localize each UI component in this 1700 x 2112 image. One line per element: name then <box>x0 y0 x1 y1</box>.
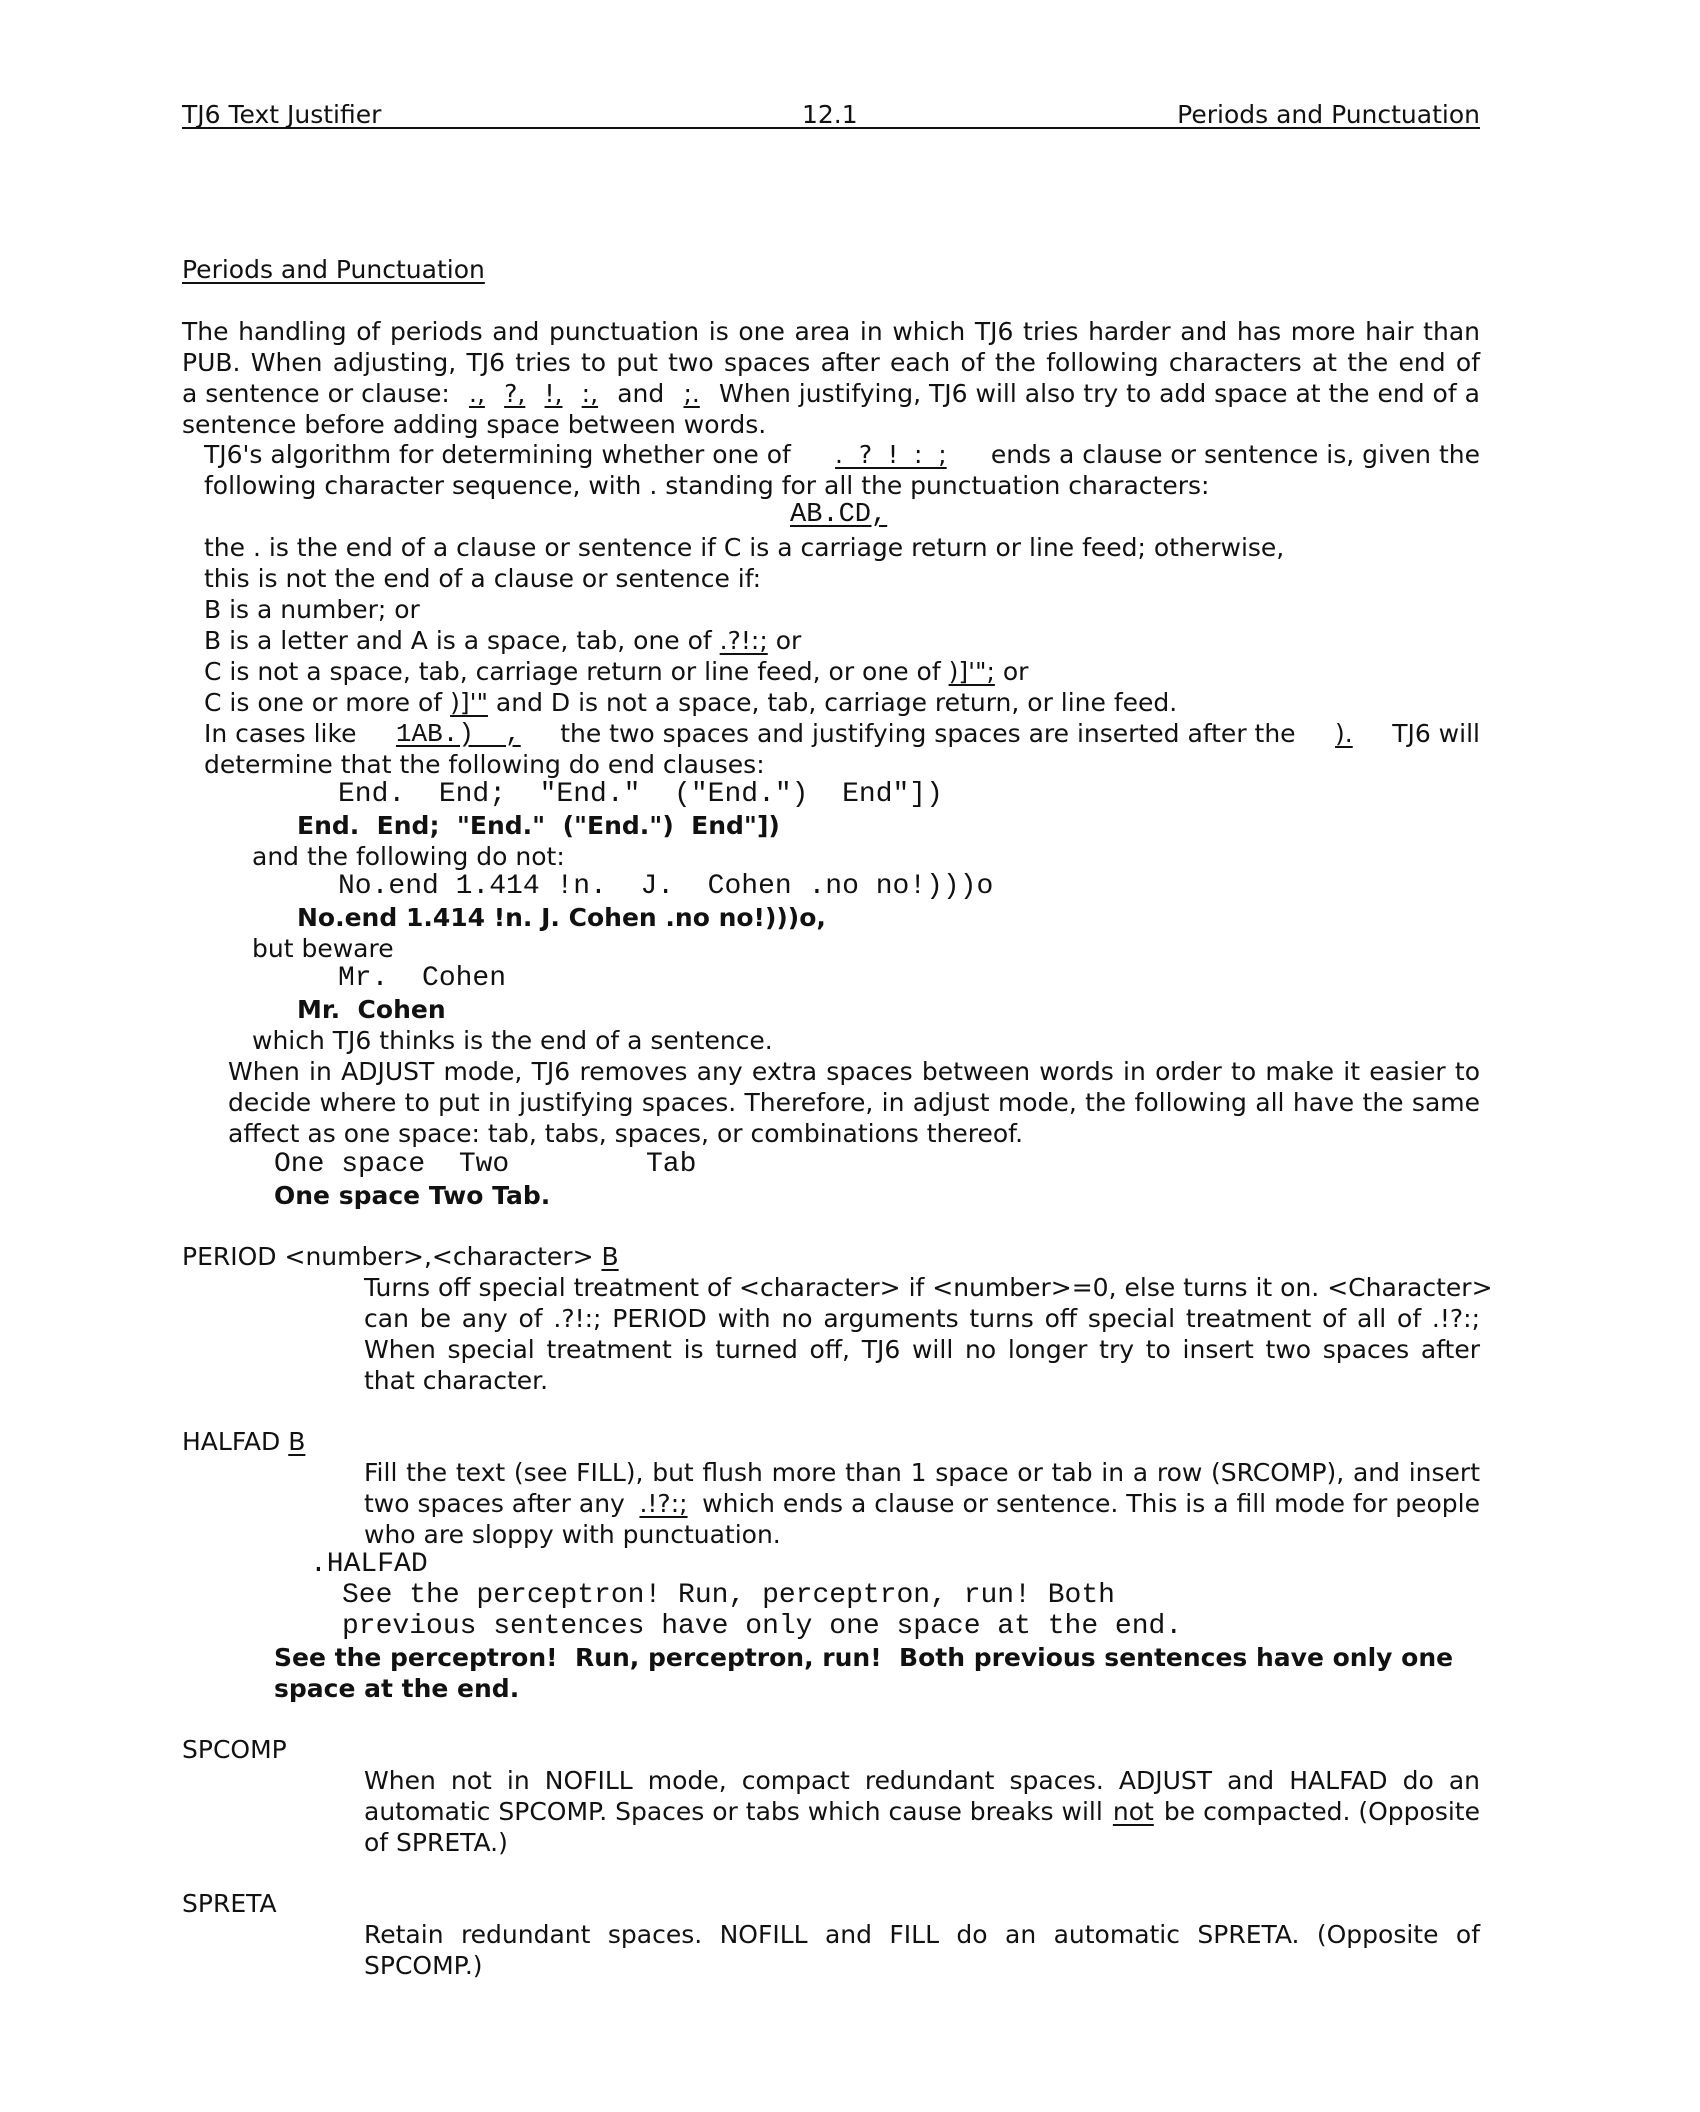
cond3-or: or <box>1002 657 1029 686</box>
punct-item: :, <box>581 379 599 408</box>
period-desc-3: When special treatment is turned off, TJ6 will no longer try to insert two spaces after <box>364 1335 1480 1364</box>
punct-item: ., <box>469 379 485 408</box>
cond2-chars: .?!:; <box>719 626 768 655</box>
algo-condition-2 <box>204 626 801 655</box>
halfad-bold-1: See the perceptron! Run, perceptron, run! Both previous sentences have only one <box>274 1643 1454 1672</box>
algo-sequence: AB.CD, <box>790 500 888 530</box>
punct-item: ?, <box>504 379 526 408</box>
cases-paren: ). <box>1335 719 1353 748</box>
adjust-line-1: When in ADJUST mode, TJ6 removes any extra spaces between words in order to make it easier to <box>228 1057 1480 1086</box>
header-right: Periods and Punctuation <box>1177 100 1480 129</box>
algo-condition-4 <box>204 688 1177 717</box>
cond4-text-end: and D is not a space, tab, carriage return, or line feed. <box>495 688 1178 717</box>
algo-punct: . ? ! : ; <box>835 440 947 469</box>
adjust-line-2: decide where to put in justifying spaces. Therefore, in adjust mode, the following all have the same <box>228 1088 1480 1117</box>
adjust-example-mono-b: Tab <box>646 1149 697 1180</box>
halfad-desc-2-start: two spaces after any <box>364 1489 625 1518</box>
cond3-text: C is not a space, tab, carriage return or line feed, or one of <box>204 657 941 686</box>
period-command-name: PERIOD <number>,<character> <box>182 1242 594 1271</box>
end-example-bold: End. End; "End." ("End.") End"]) <box>297 811 780 840</box>
period-command-flag: B <box>601 1242 619 1271</box>
intro-line-4: sentence before adding space between words. <box>182 410 767 439</box>
period-desc-4: that character. <box>364 1366 549 1395</box>
do-not-label: and the following do not: <box>252 842 565 871</box>
punct-item: !, <box>544 379 563 408</box>
beware-label: but beware <box>252 934 394 963</box>
cohen-example-bold: Mr. Cohen <box>297 995 446 1024</box>
spreta-command: SPRETA <box>182 1889 277 1918</box>
algo-line-1-start: TJ6's algorithm for determining whether one of <box>204 440 791 469</box>
spcomp-desc-1: When not in NOFILL mode, compact redundant spaces. ADJUST and HALFAD do an <box>364 1766 1480 1795</box>
halfad-chars: .!?:; <box>639 1489 688 1518</box>
halfad-desc-2-end: which ends a clause or sentence. This is a fill mode for people <box>702 1489 1480 1518</box>
spreta-desc-1: Retain redundant spaces. NOFILL and FILL do an automatic SPRETA. (Opposite of <box>364 1920 1480 1949</box>
halfad-mono-2: previous sentences have only one space at the end. <box>342 1611 1183 1642</box>
intro-line-3-start: a sentence or clause: <box>182 379 450 408</box>
cases-example: 1AB.) , <box>395 719 521 749</box>
halfad-bold-2: space at the end. <box>274 1674 520 1703</box>
algo-line-2: following character sequence, with . standing for all the punctuation characters: <box>204 471 1210 500</box>
algo-condition-1: B is a number; or <box>204 595 420 624</box>
cases-text-middle: the two spaces and justifying spaces are inserted after the <box>560 719 1296 748</box>
adjust-example-mono-a: One space Two <box>274 1149 510 1180</box>
spcomp-desc-2 <box>364 1797 1480 1826</box>
algo-cases-line-2: determine that the following do end clauses: <box>204 750 765 779</box>
cond2-text: B is a letter and A is a space, tab, one of <box>204 626 712 655</box>
cond4-text: C is one or more of <box>204 688 443 717</box>
cond2-or: or <box>775 626 802 655</box>
section-title: Periods and Punctuation <box>182 255 485 284</box>
spcomp-command: SPCOMP <box>182 1735 287 1764</box>
header-left: TJ6 Text Justifier <box>182 100 382 129</box>
algo-condition-3 <box>204 657 1028 686</box>
cond4-chars: )]'" <box>450 688 488 717</box>
no-example-bold: No.end 1.414 !n. J. Cohen .no no!)))o, <box>297 903 826 932</box>
halfad-desc-3: who are sloppy with punctuation. <box>364 1520 781 1549</box>
thinks-line: which TJ6 thinks is the end of a sentence. <box>252 1026 773 1055</box>
halfad-command <box>182 1427 305 1456</box>
algo-line-1 <box>204 440 1480 469</box>
intro-and: and <box>617 379 665 408</box>
header-rule <box>182 127 1480 129</box>
algo-line-4: this is not the end of a clause or sentence if: <box>204 564 762 593</box>
halfad-code: .HALFAD <box>310 1549 428 1580</box>
halfad-desc-1: Fill the text (see FILL), but flush more than 1 space or tab in a row (SRCOMP), and insert <box>364 1458 1480 1487</box>
halfad-mono-1: See the perceptron! Run, perceptron, run! Both <box>342 1580 1115 1611</box>
period-desc-1: Turns off special treatment of <character> if <number>=0, else turns it on. <Character> <box>364 1273 1493 1302</box>
adjust-line-3: affect as one space: tab, tabs, spaces, or combinations thereof. <box>228 1119 1024 1148</box>
spcomp-desc-2-start: automatic SPCOMP. Spaces or tabs which cause breaks will <box>364 1797 1103 1826</box>
halfad-desc-2 <box>364 1489 1480 1518</box>
period-command <box>182 1242 619 1271</box>
cases-text-end: TJ6 will <box>1392 719 1480 748</box>
spcomp-not: not <box>1112 1797 1154 1826</box>
algo-line-1-end: ends a clause or sentence is, given the <box>990 440 1480 469</box>
halfad-command-flag: B <box>288 1427 306 1456</box>
intro-line-3 <box>182 379 1480 408</box>
spcomp-desc-3: of SPRETA.) <box>364 1828 508 1857</box>
intro-line-2: PUB. When adjusting, TJ6 tries to put two spaces after each of the following characters at the end of <box>182 348 1480 377</box>
spreta-desc-2: SPCOMP.) <box>364 1951 483 1980</box>
cohen-example-mono: Mr. Cohen <box>338 963 507 994</box>
algo-line-3: the . is the end of a clause or sentence if C is a carriage return or line feed; otherwise, <box>204 533 1285 562</box>
algo-cases-line <box>204 719 1480 749</box>
halfad-command-name: HALFAD <box>182 1427 281 1456</box>
adjust-example-bold: One space Two Tab. <box>274 1181 551 1210</box>
period-desc-2: can be any of .?!:; PERIOD with no arguments turns off special treatment of all of .!?:; <box>364 1304 1480 1333</box>
cond3-chars: )]'"; <box>948 657 995 686</box>
spcomp-desc-2-end: be compacted. (Opposite <box>1163 1797 1480 1826</box>
intro-line-3-end: When justifying, TJ6 will also try to add space at the end of a <box>719 379 1480 408</box>
header-center: 12.1 <box>802 100 858 129</box>
end-example-mono: End. End; "End." ("End.") End"]) <box>338 779 943 810</box>
no-example-mono: No.end 1.414 !n. J. Cohen .no no!)))o <box>338 871 994 902</box>
punct-item-last: ;. <box>683 379 700 408</box>
cases-text: In cases like <box>204 719 357 748</box>
intro-line-1: The handling of periods and punctuation is one area in which TJ6 tries harder and has more hair than <box>182 317 1480 346</box>
